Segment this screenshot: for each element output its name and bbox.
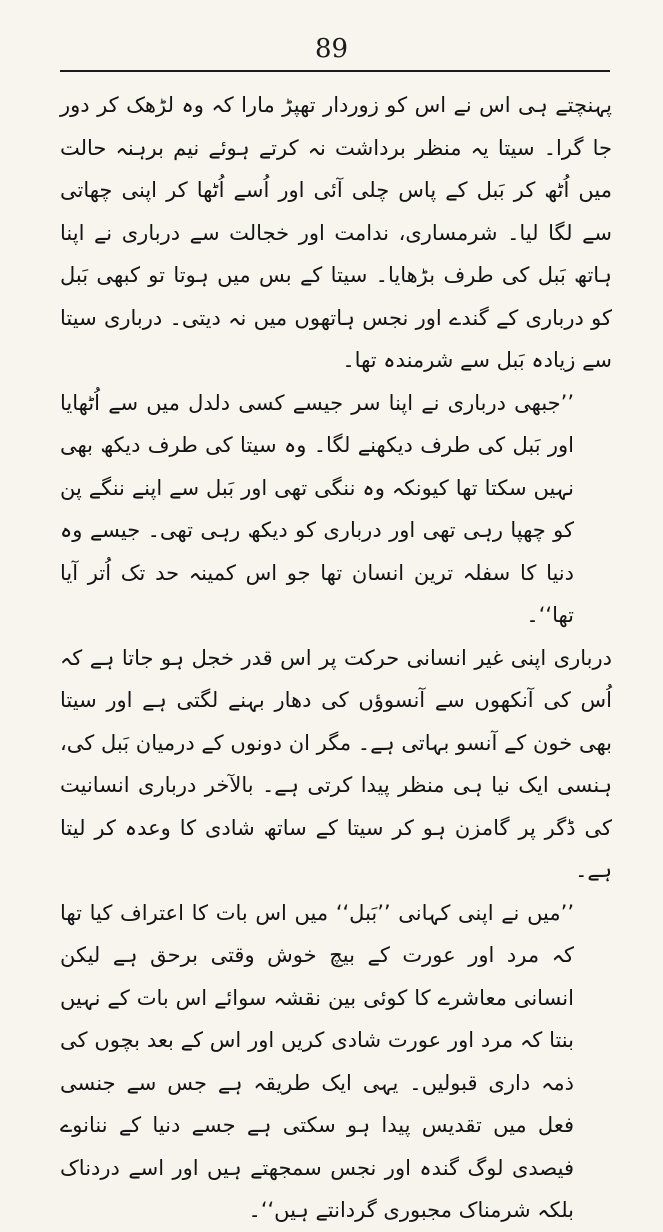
quote-paragraph-2: ’’میں نے اپنی کہانی ’’بَبل‘‘ میں اس بات کا اعتراف کیا تھا کہ مرد اور عورت کے بیچ خوش وقتی برحق ہے لیکن انسانی معاشرے کا کوئی بین نقشہ سوائے اس بات کے نہیں بنتا کہ مرد اور عورت شادی کریں اور اس کے بعد بچوں کی ذمہ داری قبولیں۔ یہی ایک طریقہ ہے جس سے جنسی فعل میں تقدیس پیدا ہو سکتی ہے جسے دنیا کے ننانوے فیصدی لوگ گندہ اور نجس سمجھتے ہیں اور اسے دردناک بلکہ شرمناک مجبوری گردانتے ہیں‘‘۔ (60, 900, 574, 1222)
page-number: 89 (314, 34, 349, 64)
page-body (60, 84, 612, 1232)
quote-paragraph-1: ’’جبھی درباری نے اپنا سر جیسے کسی دلدل میں سے اُٹھایا اور بَبل کی طرف دیکھنے لگا۔ وہ سیتا کی طرف دیکھ بھی نہیں سکتا تھا کیونکہ وہ ننگی تھی اور بَبل سے اپنے ننگے پن کو چھپا رہی تھی اور درباری کو دیکھ رہی تھی۔ جیسے وہ دنیا کا سفلہ ترین انسان تھا جو اس کمینہ حد تک اُتر آیا تھا‘‘۔ (60, 390, 574, 627)
paragraph-2: درباری اپنی غیر انسانی حرکت پر اس قدر خجل ہو جاتا ہے کہ اُس کی آنکھوں سے آنسوؤں کی دھار بہنے لگتی ہے اور سیتا بھی خون کے آنسو بہاتی ہے۔ مگر ان دونوں کے درمیان بَبل کی، ہنسی ایک نیا ہی منظر پیدا کرتی ہے۔ بالآخر درباری انسانیت کی ڈگر پر گامزن ہو کر سیتا کے ساتھ شادی کا وعدہ کر لیتا ہے۔ (60, 645, 612, 882)
header-rule (60, 70, 610, 72)
paragraph-1: پہنچتے ہی اس نے اس کو زوردار تھپڑ مارا کہ وہ لڑھک کر دور جا گرا۔ سیتا یہ منظر برداشت نہ کرتے ہوئے نیم برہنہ حالت میں اُٹھ کر بَبل کے پاس چلی آئی اور اُسے اُٹھا کر اپنی چھاتی سے لگا لیا۔ شرمساری، ندامت اور خجالت سے درباری نے اپنا ہاتھ بَبل کی طرف بڑھایا۔ سیتا کے بس میں ہوتا تو کبھی بَبل کو درباری کے گندے اور نجس ہاتھوں میں نہ دیتی۔ درباری سیتا سے زیادہ بَبل سے شرمندہ تھا۔ (60, 93, 612, 372)
